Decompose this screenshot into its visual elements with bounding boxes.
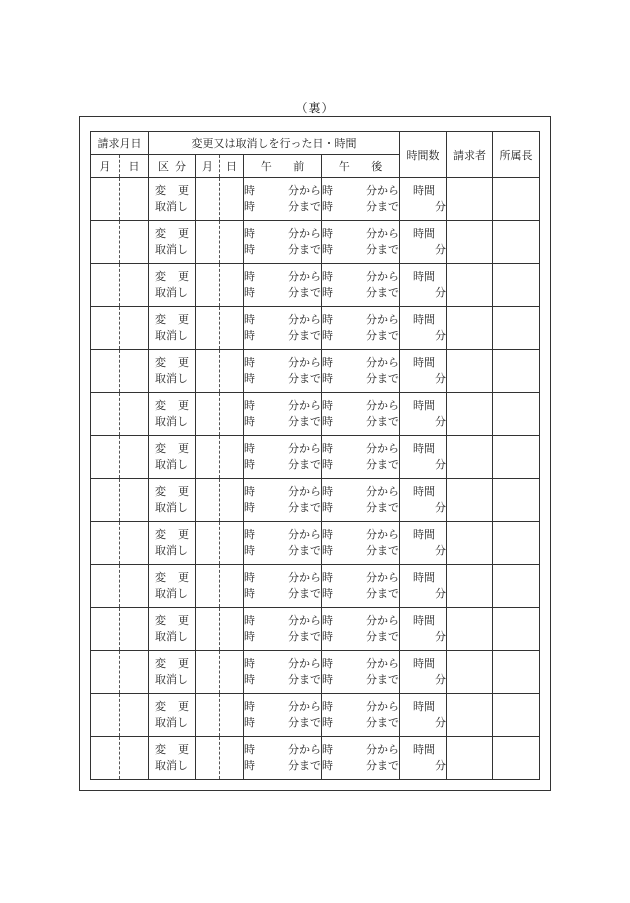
request-month-cell[interactable] [91, 565, 120, 608]
hours-count-cell[interactable]: 時間 分 [400, 737, 447, 780]
cancel-option[interactable]: 取消し [155, 286, 188, 299]
dept-head-seal-cell[interactable] [493, 350, 540, 393]
am-time-cell[interactable]: 時 分から 時 分まで [244, 694, 322, 737]
request-month-cell[interactable] [91, 737, 120, 780]
table-row [91, 694, 540, 737]
kubun-cell[interactable] [149, 221, 196, 264]
hours-count-cell[interactable]: 時間 分 [400, 651, 447, 694]
dept-head-seal-cell[interactable] [493, 522, 540, 565]
pm-time-cell[interactable]: 時 分から 時 分まで [322, 178, 400, 221]
hours-count-cell[interactable]: 時間 分 [400, 264, 447, 307]
change-option[interactable]: 変 更 [155, 571, 189, 584]
change-day-cell[interactable] [220, 264, 244, 307]
request-day-cell[interactable] [120, 651, 149, 694]
am-time-cell[interactable]: 時 分から 時 分まで [244, 436, 322, 479]
header-month: 月 [91, 155, 120, 178]
cancel-option[interactable]: 取消し [155, 243, 188, 256]
kubun-cell[interactable] [149, 608, 196, 651]
request-day-cell[interactable] [120, 737, 149, 780]
requester-seal-cell[interactable] [447, 436, 493, 479]
am-time-cell[interactable]: 時 分から 時 分まで [244, 651, 322, 694]
dept-head-seal-cell[interactable] [493, 651, 540, 694]
am-time-cell[interactable]: 時 分から 時 分まで [244, 178, 322, 221]
request-month-cell[interactable] [91, 694, 120, 737]
change-option[interactable]: 変 更 [155, 227, 189, 240]
request-month-cell[interactable] [91, 522, 120, 565]
cancel-option[interactable]: 取消し [155, 200, 188, 213]
request-day-cell[interactable] [120, 522, 149, 565]
request-month-cell[interactable] [91, 264, 120, 307]
dept-head-seal-cell[interactable] [493, 393, 540, 436]
change-month-cell[interactable] [196, 651, 220, 694]
request-month-cell[interactable] [91, 608, 120, 651]
table-row [91, 436, 540, 479]
cancel-option[interactable]: 取消し [155, 716, 188, 729]
change-month-cell[interactable] [196, 479, 220, 522]
header-hours-count: 時間数 [400, 132, 447, 178]
table-row [91, 178, 540, 221]
request-day-cell[interactable] [120, 694, 149, 737]
hours-count-cell[interactable]: 時間 分 [400, 221, 447, 264]
cancel-option[interactable]: 取消し [155, 587, 188, 600]
header-request-month-day: 請求月日 [91, 132, 149, 155]
dept-head-seal-cell[interactable] [493, 694, 540, 737]
request-day-cell[interactable] [120, 307, 149, 350]
hours-count-cell[interactable]: 時間 分 [400, 393, 447, 436]
cancel-option[interactable]: 取消し [155, 372, 188, 385]
am-time-cell[interactable]: 時 分から 時 分まで [244, 522, 322, 565]
table-row [91, 608, 540, 651]
kubun-cell[interactable] [149, 393, 196, 436]
request-month-cell[interactable] [91, 436, 120, 479]
header-change-month: 月 [196, 155, 220, 178]
hours-count-cell[interactable]: 時間 分 [400, 565, 447, 608]
dept-head-seal-cell[interactable] [493, 264, 540, 307]
change-month-cell[interactable] [196, 307, 220, 350]
change-option[interactable]: 変 更 [155, 442, 189, 455]
header-change-cancel-datetime: 変更又は取消しを行った日・時間 [149, 132, 400, 155]
change-month-cell[interactable] [196, 350, 220, 393]
request-month-cell[interactable] [91, 651, 120, 694]
page-heading: （裏） [295, 101, 335, 115]
change-day-cell[interactable] [220, 694, 244, 737]
dept-head-seal-cell[interactable] [493, 436, 540, 479]
pm-time-cell[interactable]: 時 分から 時 分まで [322, 565, 400, 608]
request-month-cell[interactable] [91, 479, 120, 522]
kubun-cell[interactable] [149, 694, 196, 737]
dept-head-seal-cell[interactable] [493, 479, 540, 522]
am-time-cell[interactable]: 時 分から 時 分まで [244, 307, 322, 350]
hours-count-cell[interactable]: 時間 分 [400, 694, 447, 737]
change-month-cell[interactable] [196, 522, 220, 565]
header-dept-head: 所属長 [493, 132, 540, 178]
pm-time-cell[interactable]: 時 分から 時 分まで [322, 221, 400, 264]
header-day: 日 [120, 155, 149, 178]
table-row [91, 221, 540, 264]
request-month-cell[interactable] [91, 393, 120, 436]
pm-time-cell[interactable]: 時 分から 時 分まで [322, 350, 400, 393]
change-month-cell[interactable] [196, 436, 220, 479]
change-day-cell[interactable] [220, 393, 244, 436]
change-option[interactable]: 変 更 [155, 399, 189, 412]
change-day-cell[interactable] [220, 522, 244, 565]
change-month-cell[interactable] [196, 178, 220, 221]
cancel-option[interactable]: 取消し [155, 458, 188, 471]
request-day-cell[interactable] [120, 350, 149, 393]
request-day-cell[interactable] [120, 264, 149, 307]
dept-head-seal-cell[interactable] [493, 307, 540, 350]
kubun-cell[interactable] [149, 479, 196, 522]
change-option[interactable]: 変 更 [155, 313, 189, 326]
change-option[interactable]: 変 更 [155, 743, 189, 756]
requester-seal-cell[interactable] [447, 565, 493, 608]
dept-head-seal-cell[interactable] [493, 565, 540, 608]
hours-count-cell[interactable]: 時間 分 [400, 307, 447, 350]
requester-seal-cell[interactable] [447, 522, 493, 565]
hours-count-cell[interactable]: 時間 分 [400, 479, 447, 522]
table-body [91, 178, 540, 780]
table-row [91, 479, 540, 522]
am-time-cell[interactable]: 時 分から 時 分まで [244, 565, 322, 608]
request-month-cell[interactable] [91, 307, 120, 350]
change-option[interactable]: 変 更 [155, 657, 189, 670]
requester-seal-cell[interactable] [447, 737, 493, 780]
header-kubun: 区 分 [149, 155, 196, 178]
table-row [91, 264, 540, 307]
cancel-option[interactable]: 取消し [155, 630, 188, 643]
change-option[interactable]: 変 更 [155, 700, 189, 713]
kubun-cell[interactable] [149, 436, 196, 479]
request-day-cell[interactable] [120, 393, 149, 436]
kubun-cell[interactable] [149, 737, 196, 780]
kubun-cell[interactable] [149, 522, 196, 565]
change-month-cell[interactable] [196, 737, 220, 780]
kubun-cell[interactable] [149, 651, 196, 694]
overtime-change-table [90, 131, 540, 780]
change-day-cell[interactable] [220, 565, 244, 608]
pm-time-cell[interactable]: 時 分から 時 分まで [322, 522, 400, 565]
change-option[interactable]: 変 更 [155, 270, 189, 283]
change-day-cell[interactable] [220, 737, 244, 780]
kubun-cell[interactable] [149, 565, 196, 608]
change-option[interactable]: 変 更 [155, 184, 189, 197]
pm-time-cell[interactable]: 時 分から 時 分まで [322, 307, 400, 350]
am-time-cell[interactable]: 時 分から 時 分まで [244, 221, 322, 264]
change-day-cell[interactable] [220, 350, 244, 393]
header-requester: 請求者 [447, 132, 493, 178]
dept-head-seal-cell[interactable] [493, 737, 540, 780]
hours-count-cell[interactable]: 時間 分 [400, 436, 447, 479]
table-row [91, 350, 540, 393]
am-time-cell[interactable]: 時 分から 時 分まで [244, 479, 322, 522]
dept-head-seal-cell[interactable] [493, 221, 540, 264]
hours-count-cell[interactable]: 時間 分 [400, 608, 447, 651]
kubun-cell[interactable] [149, 307, 196, 350]
requester-seal-cell[interactable] [447, 694, 493, 737]
cancel-option[interactable]: 取消し [155, 759, 188, 772]
requester-seal-cell[interactable] [447, 651, 493, 694]
request-day-cell[interactable] [120, 565, 149, 608]
change-day-cell[interactable] [220, 651, 244, 694]
request-day-cell[interactable] [120, 608, 149, 651]
am-time-cell[interactable]: 時 分から 時 分まで [244, 393, 322, 436]
change-day-cell[interactable] [220, 479, 244, 522]
header-change-day: 日 [220, 155, 244, 178]
change-day-cell[interactable] [220, 178, 244, 221]
table-row [91, 393, 540, 436]
change-month-cell[interactable] [196, 221, 220, 264]
pm-time-cell[interactable]: 時 分から 時 分まで [322, 737, 400, 780]
kubun-cell[interactable] [149, 178, 196, 221]
requester-seal-cell[interactable] [447, 178, 493, 221]
requester-seal-cell[interactable] [447, 307, 493, 350]
requester-seal-cell[interactable] [447, 221, 493, 264]
cancel-option[interactable]: 取消し [155, 673, 188, 686]
pm-time-cell[interactable]: 時 分から 時 分まで [322, 264, 400, 307]
cancel-option[interactable]: 取消し [155, 544, 188, 557]
hours-count-cell[interactable]: 時間 分 [400, 350, 447, 393]
cancel-option[interactable]: 取消し [155, 329, 188, 342]
pm-time-cell[interactable]: 時 分から 時 分まで [322, 479, 400, 522]
table-row [91, 737, 540, 780]
table-row [91, 307, 540, 350]
requester-seal-cell[interactable] [447, 479, 493, 522]
hours-count-cell[interactable]: 時間 分 [400, 178, 447, 221]
request-month-cell[interactable] [91, 350, 120, 393]
dept-head-seal-cell[interactable] [493, 178, 540, 221]
am-time-cell[interactable]: 時 分から 時 分まで [244, 608, 322, 651]
header-am: 午 前 [244, 155, 322, 178]
change-day-cell[interactable] [220, 221, 244, 264]
requester-seal-cell[interactable] [447, 264, 493, 307]
table-row [91, 565, 540, 608]
requester-seal-cell[interactable] [447, 393, 493, 436]
change-month-cell[interactable] [196, 264, 220, 307]
cancel-option[interactable]: 取消し [155, 415, 188, 428]
am-time-cell[interactable]: 時 分から 時 分まで [244, 264, 322, 307]
change-option[interactable]: 変 更 [155, 528, 189, 541]
change-month-cell[interactable] [196, 393, 220, 436]
pm-time-cell[interactable]: 時 分から 時 分まで [322, 436, 400, 479]
change-day-cell[interactable] [220, 307, 244, 350]
hours-count-cell[interactable]: 時間 分 [400, 522, 447, 565]
change-option[interactable]: 変 更 [155, 485, 189, 498]
request-day-cell[interactable] [120, 221, 149, 264]
request-day-cell[interactable] [120, 479, 149, 522]
table-row [91, 522, 540, 565]
request-month-cell[interactable] [91, 178, 120, 221]
change-option[interactable]: 変 更 [155, 356, 189, 369]
change-day-cell[interactable] [220, 608, 244, 651]
pm-time-cell[interactable]: 時 分から 時 分まで [322, 651, 400, 694]
pm-time-cell[interactable]: 時 分から 時 分まで [322, 608, 400, 651]
pm-time-cell[interactable]: 時 分から 時 分まで [322, 393, 400, 436]
header-pm: 午 後 [322, 155, 400, 178]
request-day-cell[interactable] [120, 436, 149, 479]
am-time-cell[interactable]: 時 分から 時 分まで [244, 350, 322, 393]
change-month-cell[interactable] [196, 608, 220, 651]
change-month-cell[interactable] [196, 694, 220, 737]
cancel-option[interactable]: 取消し [155, 501, 188, 514]
request-day-cell[interactable] [120, 178, 149, 221]
table-row [91, 651, 540, 694]
pm-time-cell[interactable]: 時 分から 時 分まで [322, 694, 400, 737]
change-month-cell[interactable] [196, 565, 220, 608]
dept-head-seal-cell[interactable] [493, 608, 540, 651]
request-month-cell[interactable] [91, 221, 120, 264]
kubun-cell[interactable] [149, 350, 196, 393]
kubun-cell[interactable] [149, 264, 196, 307]
change-option[interactable]: 変 更 [155, 614, 189, 627]
requester-seal-cell[interactable] [447, 608, 493, 651]
change-day-cell[interactable] [220, 436, 244, 479]
am-time-cell[interactable]: 時 分から 時 分まで [244, 737, 322, 780]
requester-seal-cell[interactable] [447, 350, 493, 393]
